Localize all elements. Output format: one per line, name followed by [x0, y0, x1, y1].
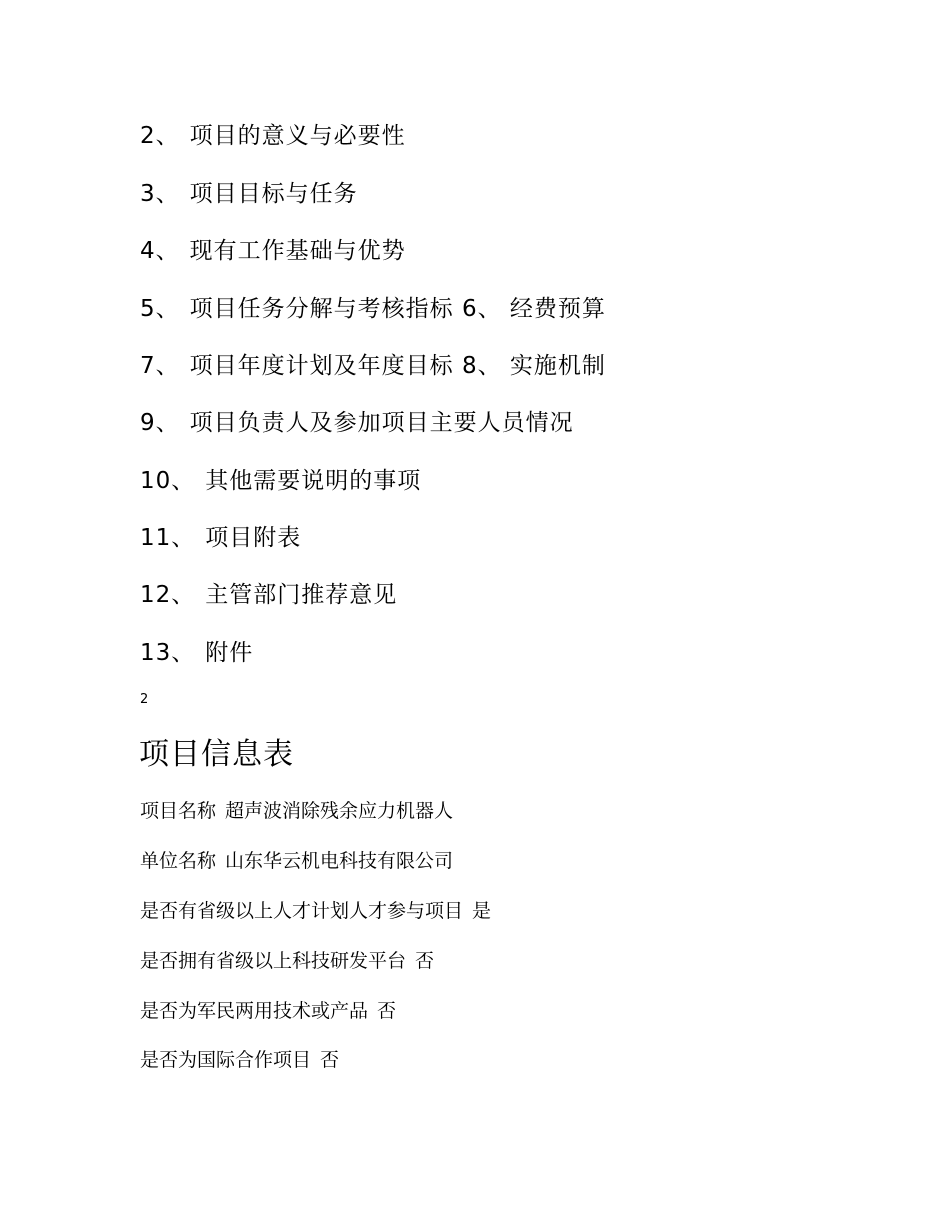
toc-item-number: 3、 [140, 181, 180, 207]
toc-item-label: 项目年度计划及年度目标 8、 实施机制 [189, 353, 606, 379]
info-label: 是否拥有省级以上科技研发平台 [140, 950, 407, 972]
toc-item-label: 项目任务分解与考核指标 6、 经费预算 [189, 296, 606, 322]
info-table-title: 项目信息表 [139, 737, 294, 772]
toc-item-label: 项目附表 [205, 525, 302, 551]
info-row-unit-name [140, 849, 453, 873]
toc-item-label: 其他需要说明的事项 [205, 468, 422, 494]
info-row-rd-platform [140, 949, 434, 973]
info-value: 是 [472, 900, 492, 922]
toc-item-label: 项目负责人及参加项目主要人员情况 [189, 410, 574, 436]
info-row-dual-use [140, 999, 396, 1023]
toc-item-label: 现有工作基础与优势 [189, 238, 406, 264]
toc-item-number: 11、 [140, 525, 196, 551]
toc-item-number: 13、 [140, 640, 196, 666]
info-label: 是否为军民两用技术或产品 [140, 1000, 369, 1022]
page-number: 2 [140, 692, 149, 707]
info-label: 单位名称 [140, 850, 217, 872]
toc-item [140, 237, 406, 265]
toc-item-number: 9、 [140, 410, 180, 436]
toc-item [140, 122, 406, 150]
toc-item [140, 467, 421, 495]
toc-item-number: 2、 [140, 123, 180, 149]
toc-item-number: 5、 [140, 296, 180, 322]
toc-item [140, 352, 606, 380]
toc-item [140, 180, 358, 208]
info-value: 否 [377, 1000, 397, 1022]
toc-item-label: 附件 [205, 640, 254, 666]
toc-item-number: 12、 [140, 582, 196, 608]
info-value: 否 [415, 950, 435, 972]
toc-item-number: 10、 [140, 468, 196, 494]
info-value: 否 [320, 1049, 340, 1071]
info-row-project-name [140, 799, 453, 823]
info-row-talent-plan [140, 899, 491, 923]
info-label: 项目名称 [140, 800, 217, 822]
toc-item [140, 295, 606, 323]
info-label: 是否为国际合作项目 [140, 1049, 312, 1071]
toc-item-label: 主管部门推荐意见 [205, 582, 398, 608]
toc-item [140, 639, 253, 667]
toc-item-number: 4、 [140, 238, 180, 264]
toc-item [140, 524, 301, 552]
toc-item-label: 项目目标与任务 [189, 181, 358, 207]
info-label: 是否有省级以上人才计划人才参与项目 [140, 900, 464, 922]
toc-item [140, 581, 397, 609]
toc-item-number: 7、 [140, 353, 180, 379]
info-value: 山东华云机电科技有限公司 [225, 850, 454, 872]
info-row-international [140, 1048, 339, 1072]
info-value: 超声波消除残余应力机器人 [225, 800, 454, 822]
toc-item [140, 409, 574, 437]
toc-item-label: 项目的意义与必要性 [189, 123, 406, 149]
